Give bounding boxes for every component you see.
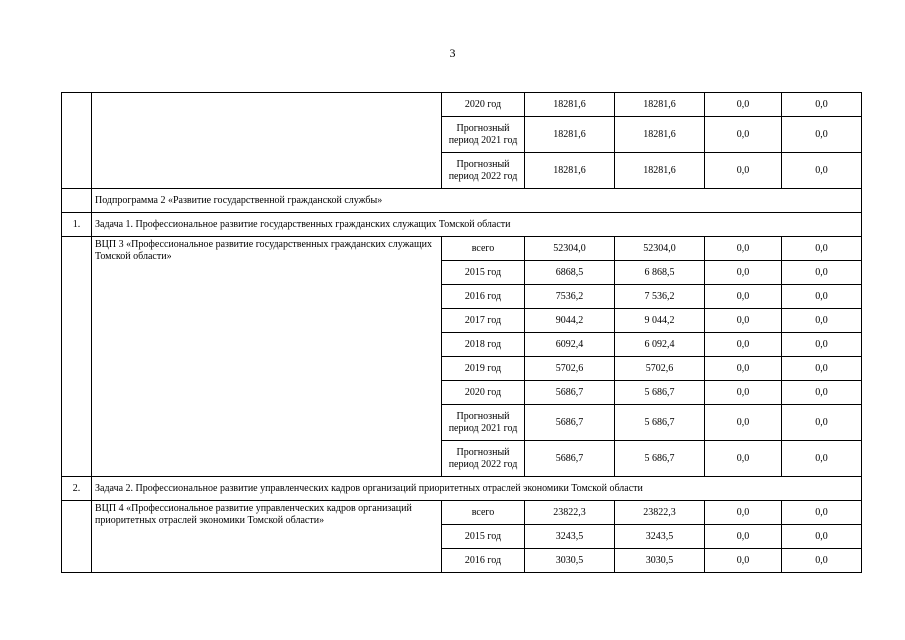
row-number-cell <box>62 237 92 477</box>
total-cell: 9044,2 <box>525 309 615 333</box>
total-cell: 18281,6 <box>525 93 615 117</box>
federal-cell: 3243,5 <box>615 525 705 549</box>
other-cell: 0,0 <box>782 237 862 261</box>
other-cell: 0,0 <box>782 405 862 441</box>
subprogram-row <box>62 189 862 213</box>
task-title: Задача 2. Профессиональное развитие управленческих кадров организаций приоритетных отраслей экономики Томской области <box>92 477 862 501</box>
other-cell: 0,0 <box>782 93 862 117</box>
period-cell: 2015 год <box>442 261 525 285</box>
regional-cell: 0,0 <box>705 441 782 477</box>
total-cell: 5686,7 <box>525 381 615 405</box>
federal-cell: 5 686,7 <box>615 405 705 441</box>
page-number: 3 <box>449 46 456 60</box>
other-cell: 0,0 <box>782 117 862 153</box>
other-cell: 0,0 <box>782 441 862 477</box>
other-cell: 0,0 <box>782 525 862 549</box>
total-cell: 52304,0 <box>525 237 615 261</box>
federal-cell: 23822,3 <box>615 501 705 525</box>
federal-cell: 6 868,5 <box>615 261 705 285</box>
other-cell: 0,0 <box>782 153 862 189</box>
federal-cell: 6 092,4 <box>615 333 705 357</box>
period-cell: 2015 год <box>442 525 525 549</box>
federal-cell: 18281,6 <box>615 117 705 153</box>
program-name: ВЦП 3 «Профессиональное развитие государственных гражданских служащих Томской области» <box>92 237 442 477</box>
other-cell: 0,0 <box>782 309 862 333</box>
table-row <box>62 237 862 261</box>
table-row <box>62 93 862 117</box>
federal-cell: 52304,0 <box>615 237 705 261</box>
task-row <box>62 477 862 501</box>
regional-cell: 0,0 <box>705 333 782 357</box>
federal-cell: 18281,6 <box>615 93 705 117</box>
regional-cell: 0,0 <box>705 309 782 333</box>
federal-cell: 7 536,2 <box>615 285 705 309</box>
other-cell: 0,0 <box>782 261 862 285</box>
period-cell: 2017 год <box>442 309 525 333</box>
other-cell: 0,0 <box>782 333 862 357</box>
task-number: 2. <box>62 477 92 501</box>
name-cell <box>92 93 442 189</box>
period-cell: 2020 год <box>442 93 525 117</box>
regional-cell: 0,0 <box>705 381 782 405</box>
total-cell: 3243,5 <box>525 525 615 549</box>
total-cell: 7536,2 <box>525 285 615 309</box>
regional-cell: 0,0 <box>705 501 782 525</box>
row-number-cell <box>62 189 92 213</box>
total-cell: 6868,5 <box>525 261 615 285</box>
federal-cell: 18281,6 <box>615 153 705 189</box>
period-cell: 2020 год <box>442 381 525 405</box>
row-number-cell <box>62 501 92 573</box>
other-cell: 0,0 <box>782 285 862 309</box>
regional-cell: 0,0 <box>705 117 782 153</box>
period-cell: 2019 год <box>442 357 525 381</box>
total-cell: 6092,4 <box>525 333 615 357</box>
period-cell: всего <box>442 501 525 525</box>
federal-cell: 5 686,7 <box>615 441 705 477</box>
other-cell: 0,0 <box>782 357 862 381</box>
other-cell: 0,0 <box>782 549 862 573</box>
total-cell: 5686,7 <box>525 441 615 477</box>
period-cell: Прогнозный период 2021 год <box>442 117 525 153</box>
regional-cell: 0,0 <box>705 285 782 309</box>
period-cell: Прогнозный период 2022 год <box>442 153 525 189</box>
regional-cell: 0,0 <box>705 357 782 381</box>
total-cell: 23822,3 <box>525 501 615 525</box>
row-number-cell <box>62 93 92 189</box>
regional-cell: 0,0 <box>705 93 782 117</box>
federal-cell: 3030,5 <box>615 549 705 573</box>
federal-cell: 5 686,7 <box>615 381 705 405</box>
regional-cell: 0,0 <box>705 237 782 261</box>
total-cell: 5686,7 <box>525 405 615 441</box>
task-number: 1. <box>62 213 92 237</box>
regional-cell: 0,0 <box>705 153 782 189</box>
total-cell: 5702,6 <box>525 357 615 381</box>
period-cell: 2018 год <box>442 333 525 357</box>
regional-cell: 0,0 <box>705 405 782 441</box>
subprogram-title: Подпрограмма 2 «Развитие государственной гражданской службы» <box>92 189 862 213</box>
period-cell: Прогнозный период 2021 год <box>442 405 525 441</box>
federal-cell: 9 044,2 <box>615 309 705 333</box>
program-name: ВЦП 4 «Профессиональное развитие управленческих кадров организаций приоритетных отраслей экономики Томской области» <box>92 501 442 573</box>
regional-cell: 0,0 <box>705 261 782 285</box>
table-row <box>62 501 862 525</box>
budget-table <box>61 92 862 573</box>
regional-cell: 0,0 <box>705 549 782 573</box>
total-cell: 3030,5 <box>525 549 615 573</box>
period-cell: всего <box>442 237 525 261</box>
task-title: Задача 1. Профессиональное развитие государственных гражданских служащих Томской области <box>92 213 862 237</box>
period-cell: 2016 год <box>442 549 525 573</box>
total-cell: 18281,6 <box>525 117 615 153</box>
total-cell: 18281,6 <box>525 153 615 189</box>
federal-cell: 5702,6 <box>615 357 705 381</box>
other-cell: 0,0 <box>782 501 862 525</box>
task-row <box>62 213 862 237</box>
period-cell: Прогнозный период 2022 год <box>442 441 525 477</box>
period-cell: 2016 год <box>442 285 525 309</box>
regional-cell: 0,0 <box>705 525 782 549</box>
other-cell: 0,0 <box>782 381 862 405</box>
